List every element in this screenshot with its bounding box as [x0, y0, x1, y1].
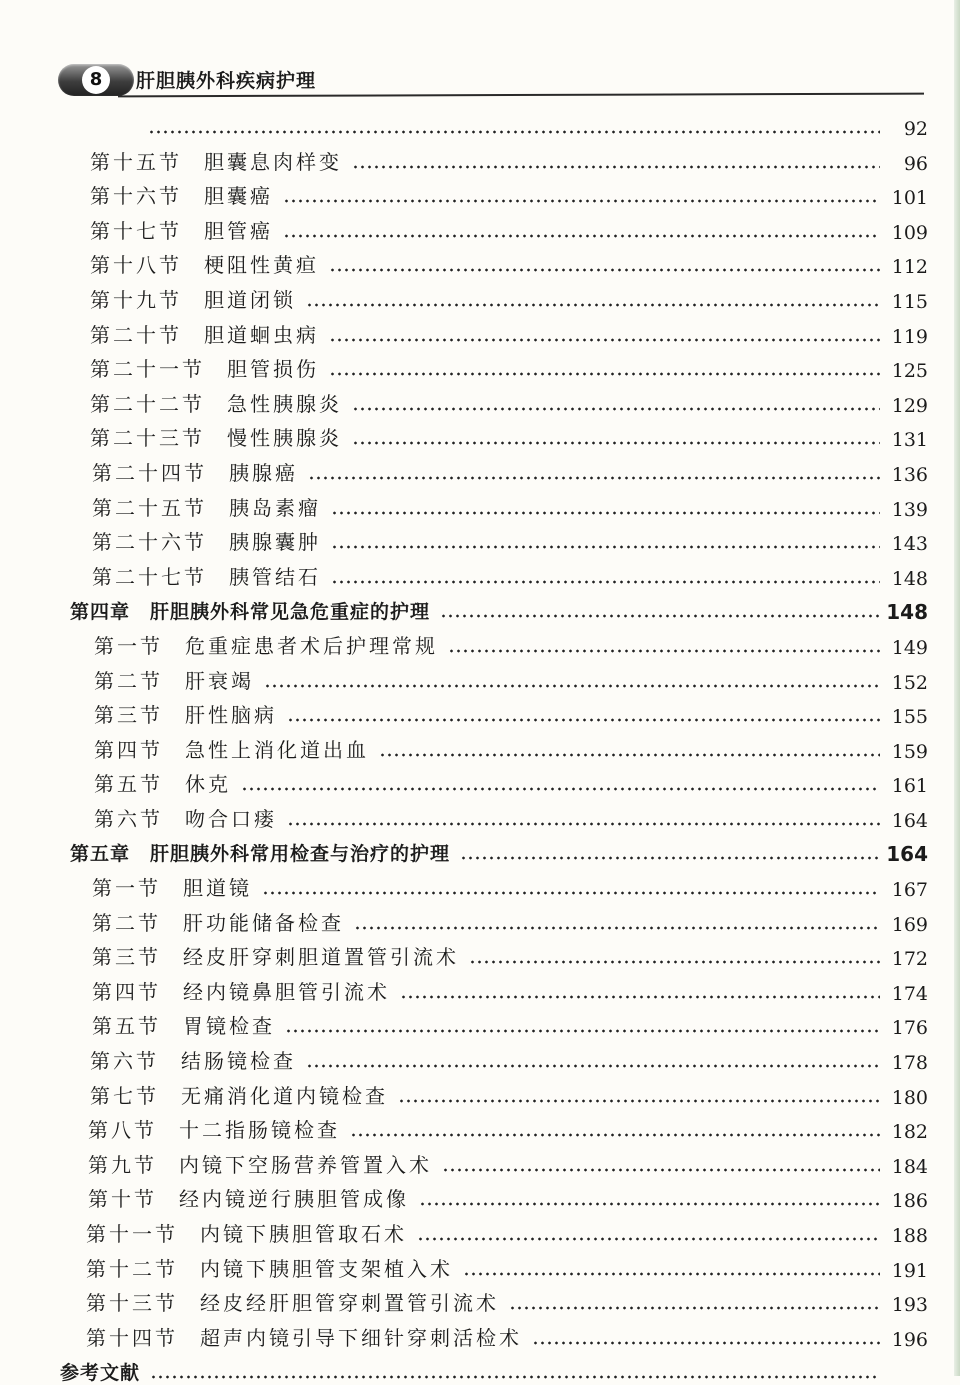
toc-entry-number: 参考文献	[60, 1362, 141, 1385]
toc-section-row	[0, 451, 960, 486]
toc-section-row	[0, 1143, 960, 1178]
toc-entry-title: 肝胆胰外科常用检查与治疗的护理	[150, 843, 451, 866]
toc-page-number: 167	[891, 879, 928, 902]
toc-entry-number: 第二十七节	[92, 564, 207, 589]
toc-leader-dots	[532, 1341, 880, 1345]
toc-leader-dots	[350, 1133, 880, 1137]
toc-section-row	[0, 278, 960, 313]
toc-page-number: 155	[891, 706, 928, 729]
toc-leader-dots	[241, 787, 880, 791]
toc-entry-number: 第二十一节	[90, 357, 205, 382]
toc-page-number: 143	[891, 533, 928, 556]
toc-section-row	[0, 348, 960, 383]
toc-entry-title: 肝功能储备检查	[183, 910, 344, 935]
toc-entry-number: 第八节	[88, 1118, 157, 1143]
toc-page-number: 152	[891, 671, 928, 694]
toc-leader-dots	[306, 1064, 880, 1068]
toc-entry-number: 第九节	[88, 1152, 157, 1177]
toc-section-row	[0, 382, 960, 417]
toc-leader-dots	[417, 1237, 880, 1241]
toc-page-number: 96	[903, 152, 928, 175]
toc-entry-number: 第七节	[90, 1083, 159, 1108]
toc-entry-title: 无痛消化道内镜检查	[181, 1083, 388, 1108]
toc-section-row	[0, 1316, 960, 1351]
toc-section-row	[0, 1074, 960, 1109]
toc-entry-title: 胰岛素瘤	[229, 495, 321, 520]
toc-leader-dots	[283, 199, 880, 203]
toc-page-number: 180	[891, 1086, 928, 1109]
toc-entry-title: 休克	[185, 772, 231, 797]
toc-entry-title: 慢性胰腺炎	[227, 426, 342, 451]
toc-entry-number: 第三节	[92, 945, 161, 970]
toc-entry-title: 胰腺癌	[229, 460, 298, 485]
toc-section-row	[0, 1282, 960, 1317]
toc-section-row	[0, 417, 960, 452]
toc-section-row	[0, 209, 960, 244]
table-of-contents	[0, 116, 960, 1385]
toc-section-row	[0, 1247, 960, 1282]
toc-leader-dots	[419, 1202, 880, 1206]
toc-entry-title: 内镜下胰胆管取石术	[200, 1222, 407, 1246]
toc-leader-dots	[352, 165, 880, 169]
toc-entry-title: 肝衰竭	[185, 668, 254, 693]
toc-chapter-row	[0, 832, 960, 867]
toc-entry-number: 第四节	[92, 979, 161, 1004]
toc-leader-dots	[352, 407, 880, 411]
toc-page-number: 101	[891, 187, 928, 210]
toc-section-row	[0, 694, 960, 729]
toc-page-number: 92	[903, 118, 928, 140]
toc-section-row	[0, 797, 960, 832]
toc-leader-dots	[509, 1306, 880, 1310]
toc-entry-number: 第一节	[92, 876, 161, 901]
toc-section-row	[0, 1005, 960, 1040]
toc-leader-dots	[448, 649, 880, 653]
toc-page-number: 119	[891, 325, 928, 348]
toc-leader-dots	[379, 753, 880, 757]
toc-entry-title: 胆管癌	[204, 218, 273, 243]
toc-leader-dots	[283, 234, 880, 238]
toc-entry-number: 第四节	[94, 737, 163, 762]
toc-page-number: 182	[891, 1121, 928, 1144]
toc-page-number: 186	[891, 1190, 928, 1213]
toc-page-number: 148	[886, 600, 928, 625]
toc-page-number: 131	[891, 429, 928, 452]
toc-entry-number: 第二十二节	[90, 391, 205, 416]
toc-leader-dots	[442, 1168, 880, 1172]
toc-page-number: 169	[891, 913, 928, 936]
toc-entry-title: 梗阻性黄疸	[204, 253, 319, 278]
toc-page-number: 159	[891, 740, 928, 763]
toc-section-row	[0, 175, 960, 210]
toc-entry-number: 第四章	[70, 601, 131, 624]
toc-section-row	[0, 1212, 960, 1247]
toc-entry-number: 第二十四节	[92, 460, 207, 485]
toc-section-row	[0, 936, 960, 971]
toc-section-row	[0, 901, 960, 936]
toc-leader-dots	[308, 476, 880, 480]
toc-section-row	[0, 521, 960, 556]
toc-page-number: 161	[891, 775, 928, 798]
toc-entry-title: 胆管损伤	[227, 357, 319, 382]
toc-entry-title: 危重症患者术后护理常规	[185, 633, 438, 658]
toc-entry-title: 胆囊息肉样变	[204, 149, 342, 174]
toc-entry-title: 经内镜逆行胰胆管成像	[179, 1187, 409, 1212]
toc-page-number: 176	[891, 1017, 928, 1040]
toc-leader-dots	[463, 1272, 880, 1276]
toc-entry-number: 第十五节	[90, 149, 182, 174]
toc-page-number: 139	[891, 498, 928, 521]
toc-entry-number: 第一节	[94, 633, 163, 658]
toc-entry-title: 胆道蛔虫病	[204, 322, 319, 347]
toc-entry-number: 第五章	[70, 843, 131, 866]
toc-chapter-row	[0, 590, 960, 625]
toc-leader-dots	[262, 891, 880, 895]
toc-leader-dots	[329, 268, 880, 272]
toc-leader-dots	[398, 1099, 880, 1103]
toc-entry-title: 胰管结石	[229, 564, 321, 589]
toc-section-row	[0, 555, 960, 590]
toc-page-number: 188	[891, 1225, 928, 1247]
toc-leader-dots	[400, 995, 880, 999]
toc-page-number: 136	[891, 463, 928, 486]
toc-page-number: 112	[891, 256, 928, 279]
toc-page-number: 172	[891, 948, 928, 971]
toc-section-row	[0, 116, 960, 140]
toc-entry-title: 十二指肠镜检查	[179, 1118, 340, 1143]
toc-leader-dots	[331, 545, 880, 549]
toc-entry-title: 急性胰腺炎	[227, 391, 342, 416]
toc-section-row	[0, 313, 960, 348]
toc-entry-number: 第五节	[94, 772, 163, 797]
toc-page-number: 178	[891, 1052, 928, 1075]
toc-entry-title: 肝性脑病	[185, 703, 277, 728]
toc-entry-number: 第二节	[94, 668, 163, 693]
toc-section-row	[0, 659, 960, 694]
toc-section-row	[0, 244, 960, 279]
toc-section-row	[0, 1039, 960, 1074]
page-number-badge	[58, 64, 134, 96]
toc-entry-title: 经内镜鼻胆管引流术	[183, 979, 390, 1004]
toc-leader-dots	[331, 580, 880, 584]
toc-entry-title: 胆道镜	[183, 876, 252, 901]
header-rule	[118, 93, 924, 98]
toc-section-row	[0, 1178, 960, 1213]
toc-entry-title: 吻合口瘘	[185, 806, 277, 831]
toc-section-row	[0, 624, 960, 659]
toc-entry-title: 超声内镜引导下细针穿刺活检术	[200, 1325, 522, 1350]
toc-section-row	[0, 486, 960, 521]
toc-page-number: 115	[891, 290, 928, 313]
toc-entry-number: 第十九节	[90, 287, 182, 312]
toc-entry-number: 第十八节	[90, 253, 182, 278]
page-header	[58, 60, 928, 100]
toc-entry-number: 第三节	[94, 703, 163, 728]
toc-entry-number: 第十四节	[86, 1325, 178, 1350]
toc-leader-dots	[287, 822, 880, 826]
toc-leader-dots	[264, 684, 880, 688]
toc-entry-title: 经皮肝穿刺胆道置管引流术	[183, 945, 459, 970]
toc-entry-number: 第十七节	[90, 218, 182, 243]
toc-section-row	[0, 763, 960, 798]
toc-entry-number: 第二十六节	[92, 530, 207, 555]
toc-leader-dots	[148, 130, 880, 134]
toc-entry-title: 肝胆胰外科常见急危重症的护理	[150, 601, 431, 624]
toc-page-number: 184	[891, 1155, 928, 1178]
toc-section-row	[0, 728, 960, 763]
toc-chapter-row	[0, 1351, 960, 1385]
toc-leader-dots	[329, 338, 880, 342]
toc-leader-dots	[287, 718, 880, 722]
toc-entry-number: 第二十三节	[90, 426, 205, 451]
toc-page-number: 196	[891, 1328, 928, 1351]
toc-entry-title: 内镜下空肠营养管置入术	[179, 1152, 432, 1177]
toc-leader-dots	[285, 1029, 880, 1033]
toc-section-row	[0, 970, 960, 1005]
toc-leader-dots	[352, 441, 880, 445]
toc-section-row	[0, 1109, 960, 1144]
toc-entry-number: 第十节	[88, 1187, 157, 1212]
toc-leader-dots	[460, 856, 880, 860]
toc-entry-number: 第五节	[92, 1014, 161, 1039]
toc-entry-title: 胆道闭锁	[204, 287, 296, 312]
toc-section-row	[0, 866, 960, 901]
page-number: 8	[82, 66, 110, 94]
toc-entry-title: 急性上消化道出血	[185, 737, 369, 762]
toc-leader-dots	[331, 511, 880, 515]
toc-page-number: 129	[891, 394, 928, 417]
toc-page-number: 164	[891, 809, 928, 832]
toc-leader-dots	[306, 303, 880, 307]
toc-page-number: 164	[886, 842, 928, 867]
toc-page-number: 191	[891, 1259, 928, 1282]
toc-entry-title: 结肠镜检查	[181, 1049, 296, 1074]
toc-page-number: 174	[891, 982, 928, 1005]
toc-leader-dots	[469, 960, 880, 964]
toc-page-number: 125	[891, 360, 928, 383]
toc-entry-number: 第十六节	[90, 184, 182, 209]
toc-entry-number: 第十二节	[86, 1256, 178, 1281]
toc-entry-number: 第二十节	[90, 322, 182, 347]
toc-page-number: 193	[891, 1294, 928, 1317]
toc-leader-dots	[354, 926, 880, 930]
toc-entry-number: 第十一节	[86, 1222, 178, 1246]
toc-page-number: 148	[891, 567, 928, 590]
toc-entry-number: 第六节	[90, 1049, 159, 1074]
toc-page-number: 109	[891, 221, 928, 244]
toc-entry-number: 第二十五节	[92, 495, 207, 520]
toc-entry-title: 胃镜检查	[183, 1014, 275, 1039]
toc-leader-dots	[440, 614, 880, 618]
toc-entry-title: 胰腺囊肿	[229, 530, 321, 555]
toc-entry-title: 经皮经肝胆管穿刺置管引流术	[200, 1291, 499, 1316]
toc-entry-title: 胆囊癌	[204, 184, 273, 209]
book-title: 肝胆胰外科疾病护理	[136, 70, 317, 92]
toc-page-number: 149	[891, 636, 928, 659]
toc-entry-number: 第十三节	[86, 1291, 178, 1316]
toc-entry-number: 第六节	[94, 806, 163, 831]
page-edge	[954, 0, 960, 1376]
toc-entry-number: 第二节	[92, 910, 161, 935]
toc-entry-title: 内镜下胰胆管支架植入术	[200, 1256, 453, 1281]
toc-leader-dots	[329, 372, 880, 376]
toc-section-row	[0, 140, 960, 175]
